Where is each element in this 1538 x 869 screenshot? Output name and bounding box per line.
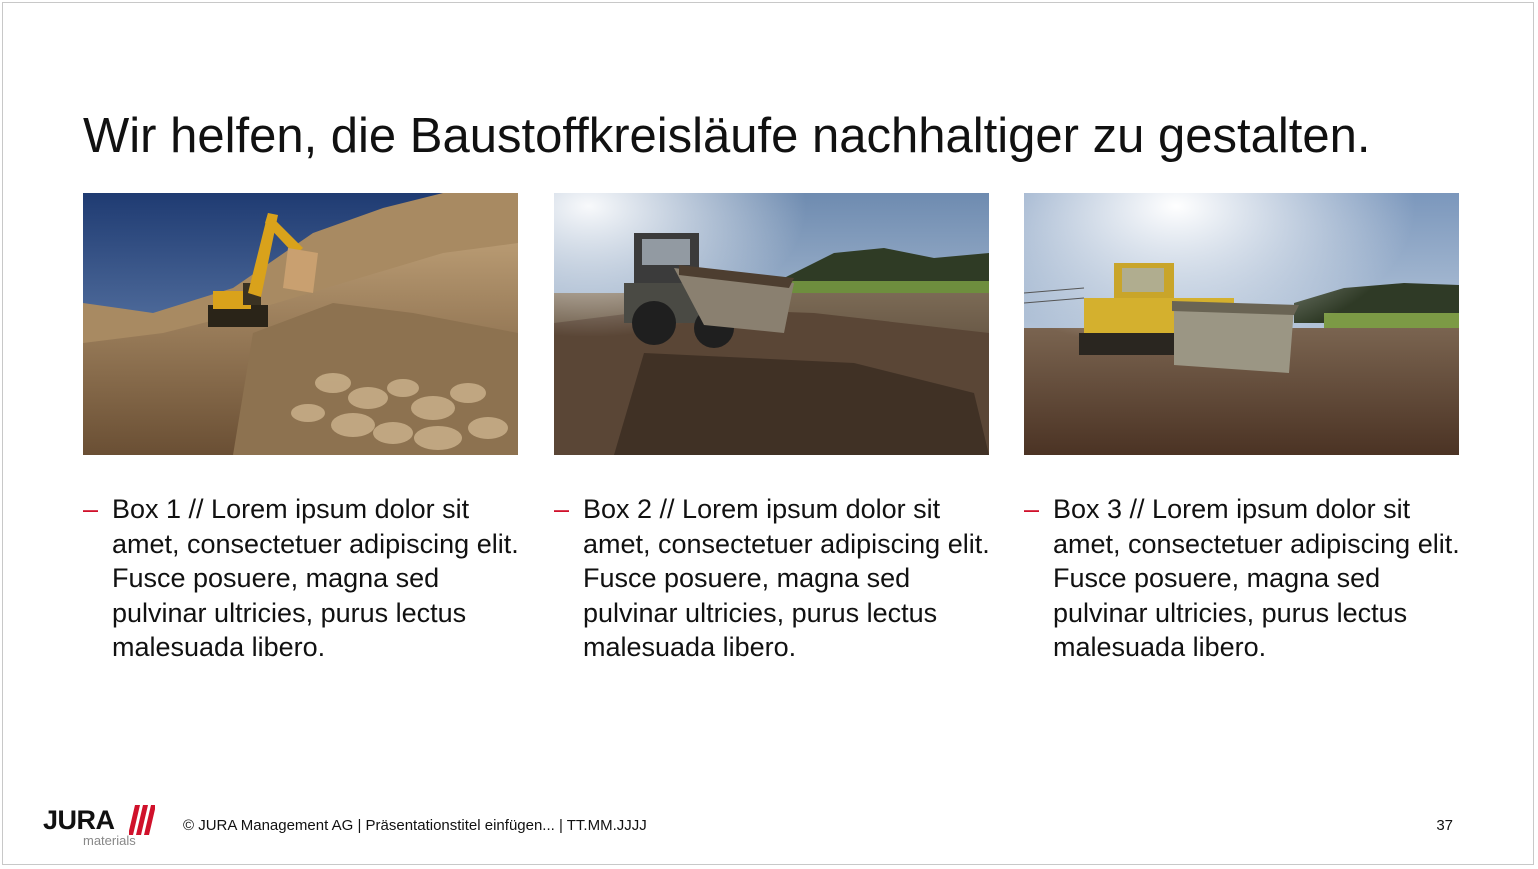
bulldozer-photo [1024, 193, 1459, 455]
bullet-dash: – [554, 494, 570, 524]
slide-title: Wir helfen, die Baustoffkreisläufe nachhaltiger zu gestalten. [83, 109, 1371, 163]
footer-text: © JURA Management AG | Präsentationstitel einfügen... | TT.MM.JJJJ [183, 817, 647, 834]
bullet-dash: – [83, 494, 99, 524]
bullet-item [83, 492, 523, 665]
bullet-text: Box 2 // Lorem ipsum dolor sit amet, consectetuer adipiscing elit. Fusce posuere, magna sed pulvinar ultricies, purus lectus malesuada libero. [583, 494, 990, 662]
page-number: 37 [1436, 817, 1453, 834]
bullet-item [1024, 492, 1464, 665]
text-box-1 [83, 492, 523, 665]
wheel-loader-photo [554, 193, 989, 455]
text-box-2 [554, 492, 994, 665]
logo-wordmark: JURA [43, 805, 115, 835]
slide [2, 2, 1534, 865]
text-box-3 [1024, 492, 1464, 665]
bullet-text: Box 3 // Lorem ipsum dolor sit amet, consectetuer adipiscing elit. Fusce posuere, magna sed pulvinar ultricies, purus lectus malesuada libero. [1053, 494, 1460, 662]
bullet-text: Box 1 // Lorem ipsum dolor sit amet, consectetuer adipiscing elit. Fusce posuere, magna sed pulvinar ultricies, purus lectus malesuada libero. [112, 494, 519, 662]
logo-slashes-icon [129, 805, 155, 835]
logo-subtitle: materials [83, 833, 136, 848]
excavator-quarry-photo [83, 193, 518, 455]
bullet-item [554, 492, 994, 665]
bullet-dash: – [1024, 494, 1040, 524]
jura-materials-logo [43, 803, 163, 851]
